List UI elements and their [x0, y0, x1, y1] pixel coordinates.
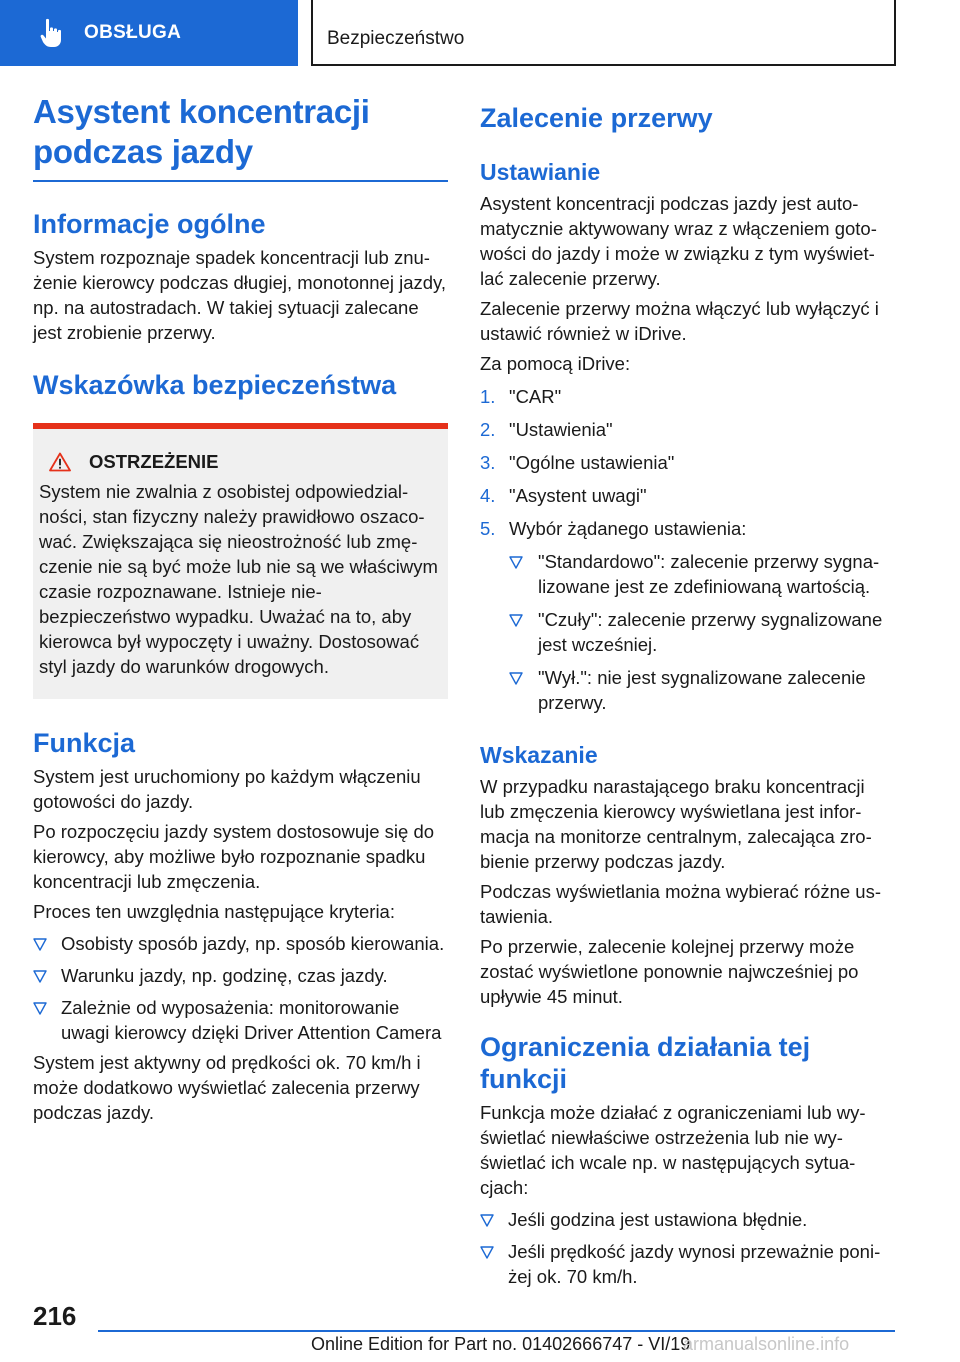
display-heading: Wskazanie — [480, 742, 598, 768]
step-text: Wybór żądanego ustawienia: — [509, 518, 747, 539]
list-item-text: Zależnie od wyposażenia: monitorowanie uwagi kierowcy dzięki Driver Attention Camera — [61, 997, 442, 1043]
list-item — [33, 931, 448, 956]
page-title: Asystent koncentracji podczas jazdy — [33, 93, 370, 170]
step-number: 1. — [480, 386, 496, 407]
list-item-text: "Czuły": zalecenie przerwy sygnalizowane jest wcześniej. — [538, 609, 883, 655]
list-item-text: Warunku jazdy, np. godzinę, czas jazdy. — [61, 965, 388, 986]
triangle-bullet-icon — [33, 970, 47, 983]
step-number: 2. — [480, 419, 496, 440]
list-item — [480, 483, 892, 508]
footer-divider — [98, 1330, 895, 1332]
general-text: System rozpoznaje spadek koncentracji lub znużenie kierowcy podczas długiej, monotonnej jazdy, np. na autostradach. W takiej sytuacji zalecane jest zrobienie przerwy. — [33, 247, 447, 343]
step-text: "CAR" — [509, 386, 562, 407]
function-text-2: Po rozpoczęciu jazdy system dostosowuje się do kierowcy, aby możliwe było rozpoznanie spadku koncentracji lub zmęczenia. — [33, 821, 435, 892]
step-number: 4. — [480, 485, 496, 506]
limits-heading: Ograniczenia działania tej funkcji — [480, 1032, 811, 1094]
list-item — [480, 450, 892, 475]
triangle-bullet-icon — [509, 614, 523, 627]
step-text: "Ustawienia" — [509, 419, 613, 440]
list-item — [480, 1207, 892, 1232]
triangle-bullet-icon — [33, 938, 47, 951]
footer-watermark: armanualsonline.info — [683, 1334, 850, 1354]
break-heading: Zalecenie przerwy — [480, 103, 713, 133]
section-tab[interactable] — [0, 0, 298, 66]
function-text-3: Proces ten uwzględnia następujące kryteria: — [33, 901, 395, 922]
list-item — [480, 417, 892, 442]
criteria-list — [33, 931, 448, 1045]
setting-heading: Ustawianie — [480, 159, 601, 185]
left-column — [33, 92, 448, 1125]
list-item-text: Jeśli prędkość jazdy wynosi przeważnie poniżej ok. 70 km/h. — [508, 1241, 881, 1287]
list-item — [480, 516, 892, 715]
warning-header — [49, 451, 440, 473]
function-heading: Funkcja — [33, 728, 136, 758]
step-number: 3. — [480, 452, 496, 473]
options-list — [509, 549, 892, 715]
list-item — [480, 384, 892, 409]
list-item-text: Jeśli godzina jest ustawiona błędnie. — [508, 1209, 808, 1230]
title-divider — [33, 180, 448, 182]
hand-pointer-icon — [40, 18, 68, 48]
function-text-4: System jest aktywny od prędkości ok. 70 km/h i może dodatkowo wyświetlać zalecenia przerwy podczas jazdy. — [33, 1052, 421, 1123]
general-heading: Informacje ogólne — [33, 209, 266, 239]
list-item-text: "Standardowo": zalecenie przerwy sygnalizowane jest ze zdefiniowaną wartością. — [538, 551, 880, 597]
steps-list — [480, 384, 892, 715]
display-text-1: W przypadku narastającego braku koncentracji lub zmęczenia kierowcy wyświetlana jest informacja na monitorze centralnym, zalecająca zrobienie przerwy podczas jazdy. — [480, 776, 872, 872]
list-item — [509, 665, 892, 715]
step-text: "Ogólne ustawienia" — [509, 452, 675, 473]
list-item — [509, 607, 892, 657]
right-column — [480, 92, 892, 1289]
section-title: Bezpieczeństwo — [311, 0, 896, 66]
section-tab-label: OBSŁUGA — [84, 22, 182, 43]
setting-text-1: Asystent koncentracji podczas jazdy jest automatycznie aktywowany wraz z włączeniem gotowości do jazdy i może w związku z tym wyświetlać zalecenie przerwy. — [480, 193, 877, 289]
triangle-bullet-icon — [509, 556, 523, 569]
list-item — [509, 549, 892, 599]
warning-triangle-icon — [49, 452, 71, 472]
warning-text: System nie zwalnia z osobistej odpowiedzialności, stan fizyczny należy prawidłowo oszacować. Zwiększająca się nieostrożność lub zmęczenie nie są być może lub nie są we właściwym czasie rozpoznawane. Istnieje niebezpieczeństwo wypadku. Uważać na to, aby kierowca był wypoczęty i uważny. Dostosować styl jazdy do warunków drogowych. — [39, 481, 438, 677]
triangle-bullet-icon — [509, 672, 523, 685]
setting-text-2: Zalecenie przerwy można włączyć lub wyłączyć i ustawić również w iDrive. — [480, 298, 879, 344]
triangle-bullet-icon — [480, 1214, 494, 1227]
display-text-3: Po przerwie, zalecenie kolejnej przerwy może zostać wyświetlone ponownie najwcześniej po upływie 45 minut. — [480, 936, 859, 1007]
safety-heading: Wskazówka bezpieczeństwa — [33, 370, 397, 400]
triangle-bullet-icon — [33, 1002, 47, 1015]
page-number: 216 — [33, 1301, 77, 1331]
list-item-text: "Wył.": nie jest sygnalizowane zalecenie przerwy. — [538, 667, 866, 713]
list-item — [33, 995, 448, 1045]
footer-edition: Online Edition for Part no. 01402666747 - VI/19 — [311, 1334, 691, 1354]
setting-text-3: Za pomocą iDrive: — [480, 353, 631, 374]
list-item — [480, 1239, 892, 1289]
limits-list — [480, 1207, 892, 1289]
warning-box — [33, 423, 448, 699]
step-number: 5. — [480, 518, 496, 539]
function-text-1: System jest uruchomiony po każdym włączeniu gotowości do jazdy. — [33, 766, 421, 812]
limits-text: Funkcja może działać z ograniczeniami lub wyświetlać niewłaściwe ostrzeżenia lub nie wyświetlać ich wcale np. w następujących sytuacjach: — [480, 1102, 866, 1198]
list-item-text: Osobisty sposób jazdy, np. sposób kierowania. — [61, 933, 445, 954]
triangle-bullet-icon — [480, 1246, 494, 1259]
list-item — [33, 963, 448, 988]
warning-label: OSTRZEŻENIE — [89, 451, 219, 472]
display-text-2: Podczas wyświetlania można wybierać różne ustawienia. — [480, 881, 882, 927]
step-text: "Asystent uwagi" — [509, 485, 647, 506]
